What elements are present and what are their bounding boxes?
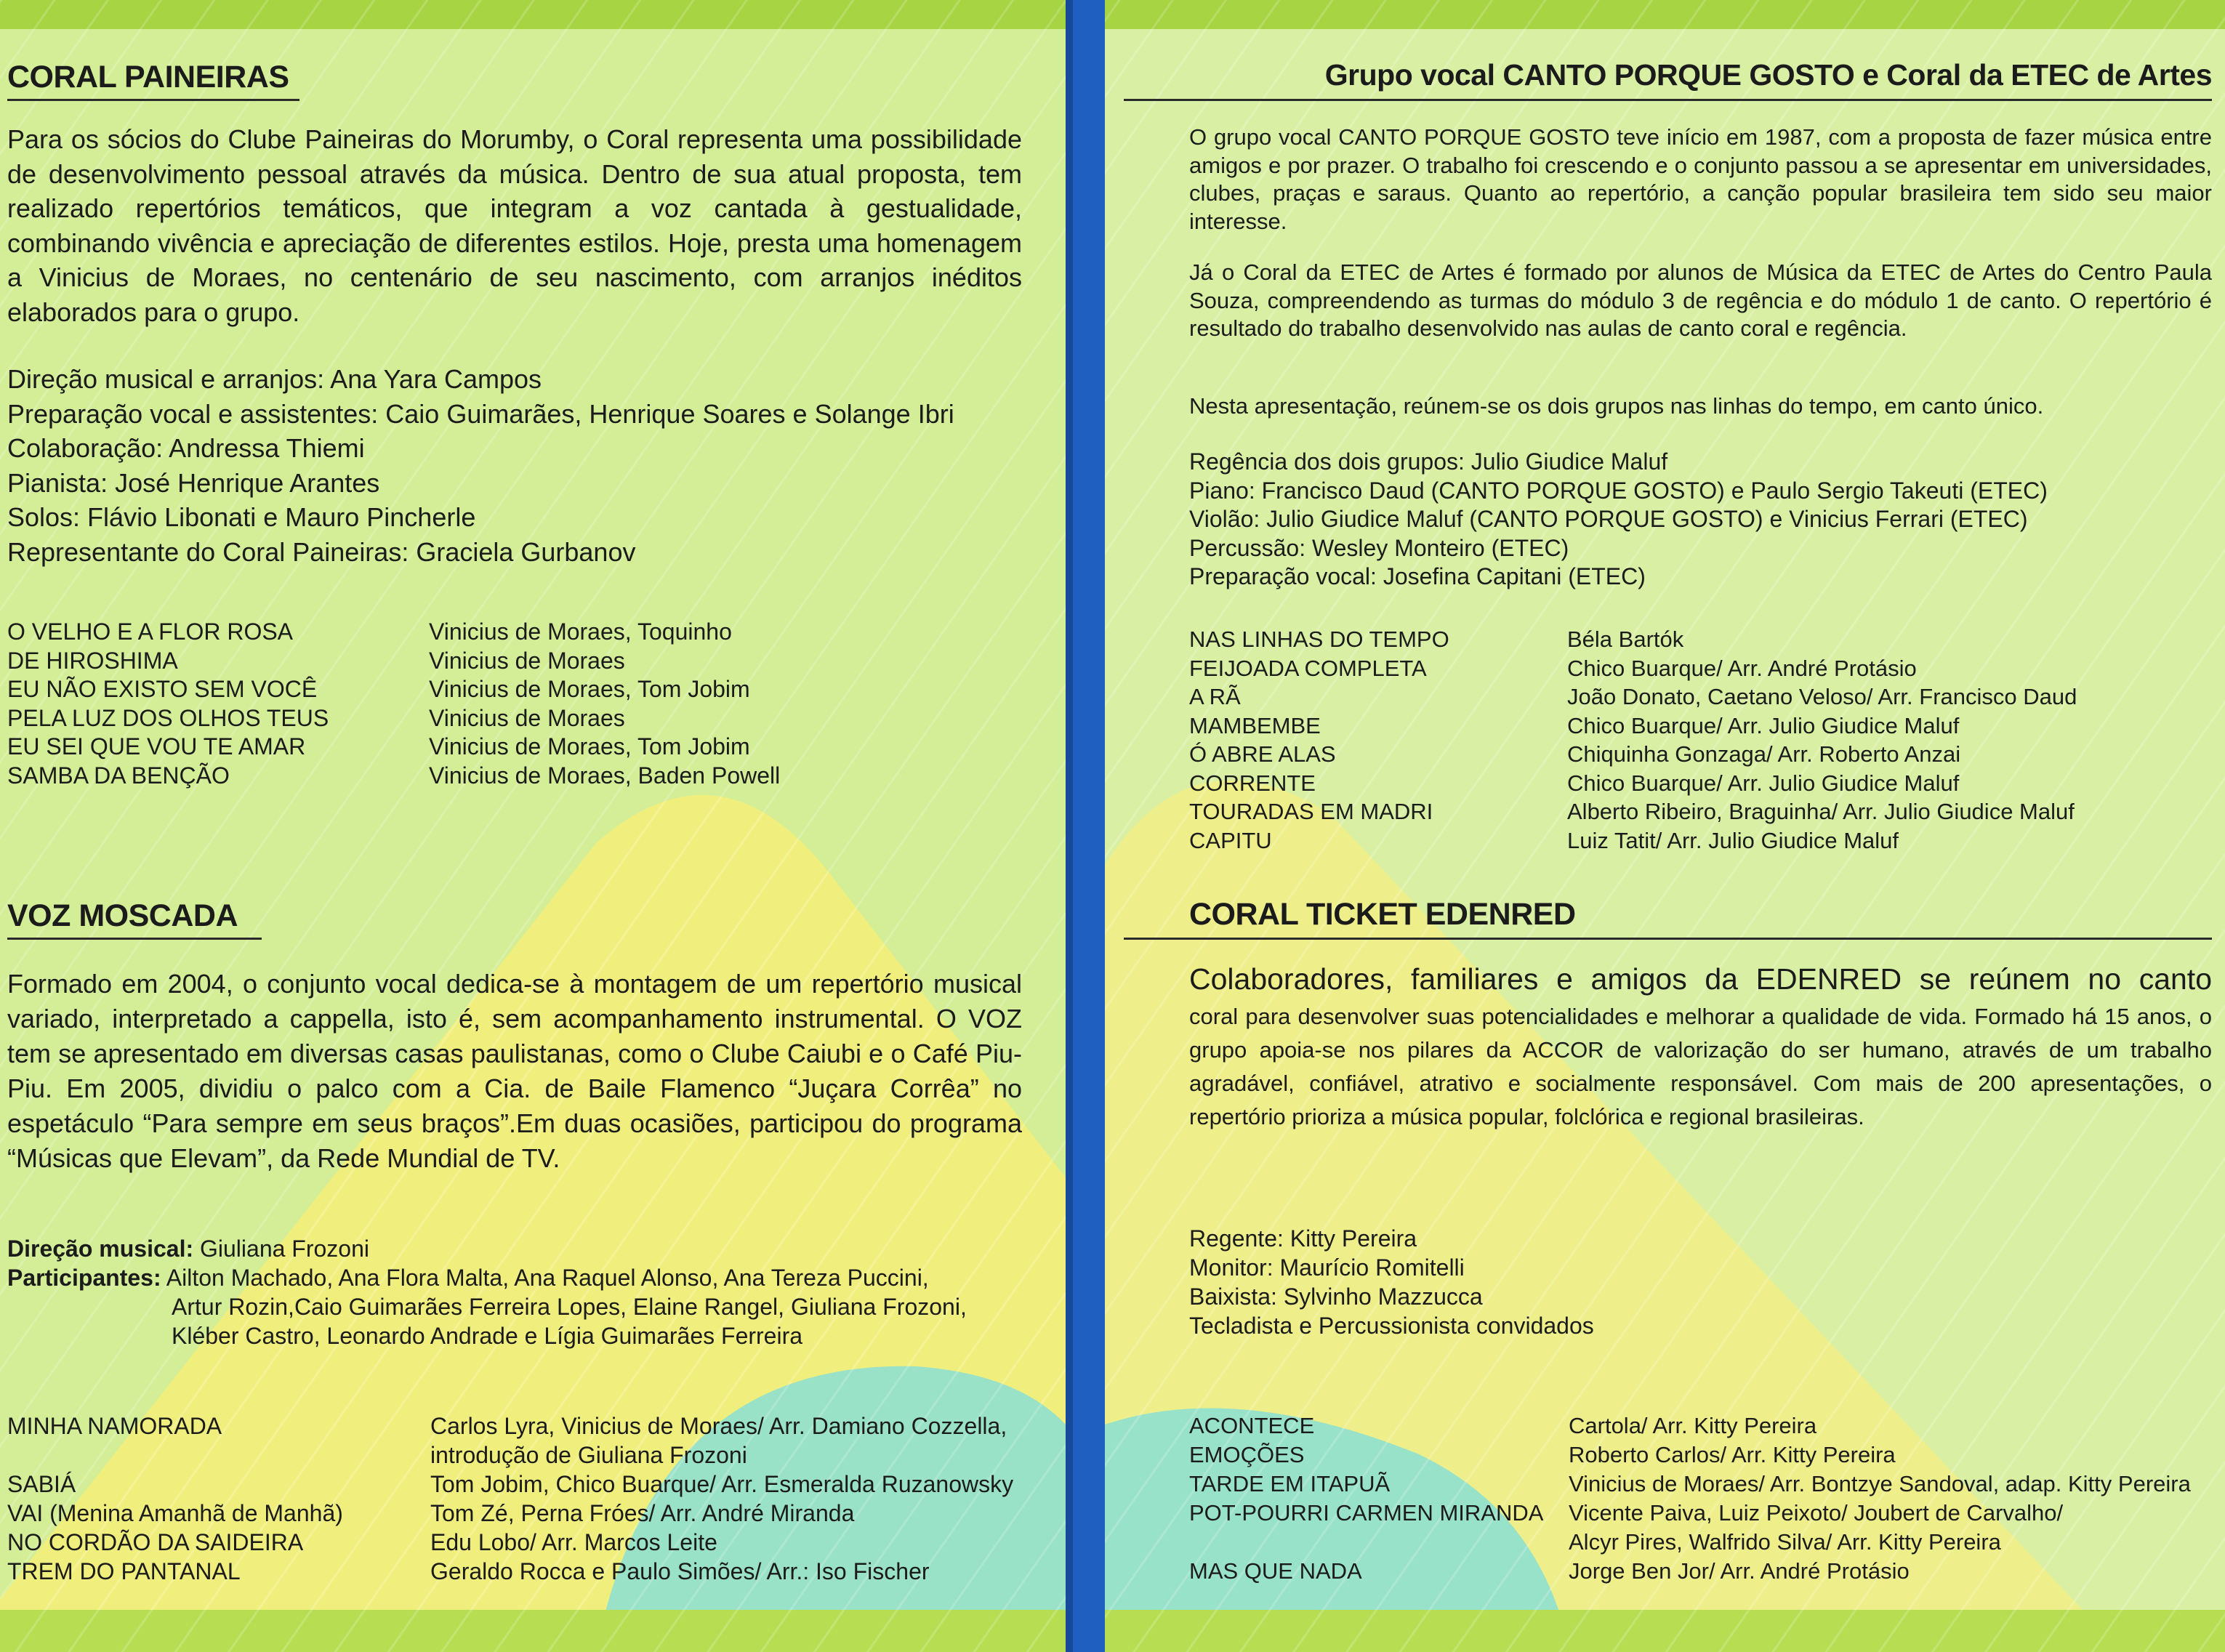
coral-paineiras-title: CORAL PAINEIRAS bbox=[7, 60, 289, 94]
song-author: Edu Lobo/ Arr. Marcos Leite bbox=[430, 1529, 717, 1555]
coral-ticket-repertoire bbox=[1189, 1411, 2191, 1586]
direction-value: Giuliana Frozoni bbox=[193, 1236, 369, 1262]
coral-paineiras-description: Para os sócios do Clube Paineiras do Morumby, o Coral representa uma possibilidade de desenvolvimento pessoal através da música. Dentro de sua atual proposta, tem realizado repertórios temáticos, que integram a voz cantada à gestualidade, combinando vivência e apreciação de diferentes estilos. Hoje, presta uma homenagem a Vinicius de Moraes, no centenário de seu nascimento, com arranjos inéditos elaborados para o grupo. bbox=[7, 124, 1022, 327]
song-author: João Donato, Caetano Veloso/ Arr. Francisco Daud bbox=[1567, 684, 2077, 709]
canto-porque-gosto-repertoire bbox=[1189, 625, 2077, 855]
coral-ticket-title: CORAL TICKET EDENRED bbox=[1189, 897, 1576, 932]
voz-moscada-title-underline bbox=[7, 938, 262, 940]
canto-porque-gosto-credits bbox=[1189, 448, 2048, 592]
voz-moscada-title: VOZ MOSCADA bbox=[7, 898, 238, 933]
song-title: ACONTECE bbox=[1189, 1413, 1315, 1438]
song-title: MAMBEMBE bbox=[1189, 712, 1321, 738]
song-title: SAMBA DA BENÇÃO bbox=[7, 762, 230, 789]
canto-porque-gosto-title-underline bbox=[1124, 99, 2212, 101]
song-title: CAPITU bbox=[1189, 827, 1272, 853]
participants-label: Participantes: bbox=[7, 1265, 161, 1291]
credit-line: Monitor: Maurício Romitelli bbox=[1189, 1254, 1465, 1281]
song-title: Ó ABRE ALAS bbox=[1189, 741, 1336, 767]
voz-moscada-description: Formado em 2004, o conjunto vocal dedica-se à montagem de um repertório musical variado, interpretado a cappella, isto é, sem acompanhamento instrumental. O VOZ tem se apresentado em diversas casas paulistanas, como o Clube Caiubi e o Café Piu-Piu. Em 2005, dividiu o palco com a Cia. de Baile Flamenco “Juçara Corrêa” no espetáculo “Para sempre em seus braços”.Em duas ocasiões, participou do programa “Músicas que Elevam”, da Rede Mundial de TV. bbox=[7, 969, 1022, 1173]
song-author: Chico Buarque/ Arr. André Protásio bbox=[1567, 655, 1917, 681]
song-author: Alberto Ribeiro, Braguinha/ Arr. Julio Giudice Maluf bbox=[1567, 799, 2075, 824]
coral-paineiras-repertoire bbox=[7, 618, 780, 790]
voz-moscada-credits bbox=[7, 1234, 967, 1350]
song-author: Geraldo Rocca e Paulo Simões/ Arr.: Iso Fischer bbox=[430, 1558, 930, 1584]
song-author: Béla Bartók bbox=[1567, 626, 1684, 652]
canto-porque-gosto-paragraph-3: Nesta apresentação, reúnem-se os dois grupos nas linhas do tempo, em canto único. bbox=[1189, 393, 2044, 419]
song-author: Carlos Lyra, Vinicius de Moraes/ Arr. Damiano Cozzella, bbox=[430, 1413, 1007, 1439]
coral-ticket-description: coral para desenvolver suas potencialidades e melhorar a qualidade de vida. Formado há 15 anos, o grupo apoia-se nos pilares da ACCOR de valorização do ser humano, através de um trabalho agradável, confiável, atrativo e socialmente responsável. Com mais de 200 apresentações, o repertório prioriza a música popular, folclórica e regional brasileiras. bbox=[1189, 1004, 2212, 1129]
song-title: POT-POURRI CARMEN MIRANDA bbox=[1189, 1500, 1544, 1526]
song-author: Vinicius de Moraes/ Arr. Bontzye Sandoval, adap. Kitty Pereira bbox=[1569, 1471, 2191, 1496]
credit-line: Regência dos dois grupos: Julio Giudice Maluf bbox=[1189, 448, 1668, 475]
song-author: Tom Zé, Perna Fróes/ Arr. André Miranda bbox=[430, 1500, 855, 1526]
song-author: Jorge Ben Jor/ Arr. André Protásio bbox=[1569, 1558, 1910, 1584]
song-title: PELA LUZ DOS OLHOS TEUS bbox=[7, 704, 329, 731]
participants-line: Kléber Castro, Leonardo Andrade e Lígia Guimarães Ferreira bbox=[172, 1323, 803, 1349]
song-title: A RÃ bbox=[1189, 684, 1241, 709]
credit-line: Solos: Flávio Libonati e Mauro Pincherle bbox=[7, 502, 476, 532]
song-title: NO CORDÃO DA SAIDEIRA bbox=[7, 1529, 304, 1555]
coral-paineiras-title-underline bbox=[7, 99, 299, 101]
credit-line: Colaboração: Andressa Thiemi bbox=[7, 433, 365, 463]
canto-porque-gosto-title: Grupo vocal CANTO PORQUE GOSTO e Coral da ETEC de Artes bbox=[1324, 58, 2212, 92]
song-author: Tom Jobim, Chico Buarque/ Arr. Esmeralda Ruzanowsky bbox=[430, 1471, 1014, 1497]
song-author: Vinicius de Moraes, Tom Jobim bbox=[429, 733, 750, 759]
song-author: Alcyr Pires, Walfrido Silva/ Arr. Kitty Pereira bbox=[1569, 1529, 2001, 1555]
coral-paineiras-credits bbox=[7, 362, 954, 569]
credit-line: Direção musical e arranjos: Ana Yara Campos bbox=[7, 364, 542, 394]
song-author: Roberto Carlos/ Arr. Kitty Pereira bbox=[1569, 1442, 1896, 1467]
credit-line: Preparação vocal e assistentes: Caio Guimarães, Henrique Soares e Solange Ibri bbox=[7, 398, 954, 429]
song-title: MAS QUE NADA bbox=[1189, 1558, 1362, 1584]
song-author: Vinicius de Moraes bbox=[429, 704, 625, 731]
credit-line: Percussão: Wesley Monteiro (ETEC) bbox=[1189, 534, 1569, 561]
credit-line: Violão: Julio Giudice Maluf (CANTO PORQUE GOSTO) e Vinicius Ferrari (ETEC) bbox=[1189, 506, 2028, 532]
coral-ticket-lead: Colaboradores, familiares e amigos da EDENRED se reúnem no canto bbox=[1189, 962, 2212, 996]
song-title: DE HIROSHIMA bbox=[7, 647, 178, 674]
song-title: FEIJOADA COMPLETA bbox=[1189, 655, 1427, 681]
song-title bbox=[7, 1441, 430, 1470]
direction-label: Direção musical: bbox=[7, 1236, 194, 1262]
credit-line: Baixista: Sylvinho Mazzucca bbox=[1189, 1284, 1483, 1310]
song-title: TOURADAS EM MADRI bbox=[1189, 799, 1433, 824]
song-title: EU SEI QUE VOU TE AMAR bbox=[7, 733, 306, 759]
credit-line: Pianista: José Henrique Arantes bbox=[7, 467, 380, 498]
right-page bbox=[1102, 0, 2225, 1652]
left-page bbox=[0, 0, 1066, 1652]
song-title: NAS LINHAS DO TEMPO bbox=[1189, 626, 1449, 652]
credit-line: Piano: Francisco Daud (CANTO PORQUE GOSTO) e Paulo Sergio Takeuti (ETEC) bbox=[1189, 477, 2048, 504]
song-author: Vinicius de Moraes, Toquinho bbox=[429, 619, 732, 645]
coral-ticket-title-underline bbox=[1124, 938, 2212, 940]
song-author: Vinicius de Moraes, Tom Jobim bbox=[429, 676, 750, 702]
voz-moscada-repertoire bbox=[7, 1411, 1013, 1586]
song-author: Chico Buarque/ Arr. Julio Giudice Maluf bbox=[1567, 770, 1960, 796]
song-author: Chico Buarque/ Arr. Julio Giudice Maluf bbox=[1567, 712, 1960, 738]
song-author: Vinicius de Moraes bbox=[429, 647, 625, 674]
song-title: EU NÃO EXISTO SEM VOCÊ bbox=[7, 676, 318, 702]
song-title: O VELHO E A FLOR ROSA bbox=[7, 619, 294, 645]
song-author: introdução de Giuliana Frozoni bbox=[430, 1442, 747, 1468]
song-title: MINHA NAMORADA bbox=[7, 1413, 222, 1439]
canto-porque-gosto-paragraph-2: Já o Coral da ETEC de Artes é formado por alunos de Música da ETEC de Artes do Centro Paula Souza, compreendendo as turmas do módulo 3 de regência e do módulo 1 de canto. O repertório é resultado do trabalho desenvolvido nas aulas de canto coral e regência. bbox=[1189, 259, 2212, 341]
canto-porque-gosto-paragraph-1: O grupo vocal CANTO PORQUE GOSTO teve início em 1987, com a proposta de fazer música entre amigos e por prazer. O trabalho foi crescendo e o conjunto passou a se apresentar em universidades, clubes, praças e saraus. Quanto ao repertório, a canção popular brasileira tem sido seu maior interesse. bbox=[1189, 124, 2212, 234]
song-title: TARDE EM ITAPUÃ bbox=[1189, 1471, 1391, 1496]
song-author: Vicente Paiva, Luiz Peixoto/ Joubert de Carvalho/ bbox=[1569, 1500, 2064, 1526]
song-author: Chiquinha Gonzaga/ Arr. Roberto Anzai bbox=[1567, 741, 1961, 767]
song-title: TREM DO PANTANAL bbox=[7, 1558, 241, 1584]
song-author: Cartola/ Arr. Kitty Pereira bbox=[1569, 1413, 1817, 1438]
song-author: Vinicius de Moraes, Baden Powell bbox=[429, 762, 781, 789]
song-title: VAI (Menina Amanhã de Manhã) bbox=[7, 1500, 343, 1526]
credit-line: Regente: Kitty Pereira bbox=[1189, 1225, 1417, 1252]
credit-line: Preparação vocal: Josefina Capitani (ETEC) bbox=[1189, 563, 1646, 589]
credit-line: Tecladista e Percussionista convidados bbox=[1189, 1313, 1594, 1339]
song-author: Luiz Tatit/ Arr. Julio Giudice Maluf bbox=[1567, 827, 1899, 853]
participants-line: Artur Rozin,Caio Guimarães Ferreira Lopes, Elaine Rangel, Giuliana Frozoni, bbox=[172, 1294, 967, 1320]
song-title: CORRENTE bbox=[1189, 770, 1316, 796]
song-title bbox=[1189, 1528, 1569, 1557]
coral-ticket-credits bbox=[1189, 1224, 1594, 1340]
song-title: EMOÇÕES bbox=[1189, 1442, 1305, 1467]
credit-line: Representante do Coral Paineiras: Graciela Gurbanov bbox=[7, 536, 636, 567]
participants-line: Ailton Machado, Ana Flora Malta, Ana Raquel Alonso, Ana Tereza Puccini, bbox=[161, 1265, 929, 1291]
song-title: SABIÁ bbox=[7, 1471, 76, 1497]
